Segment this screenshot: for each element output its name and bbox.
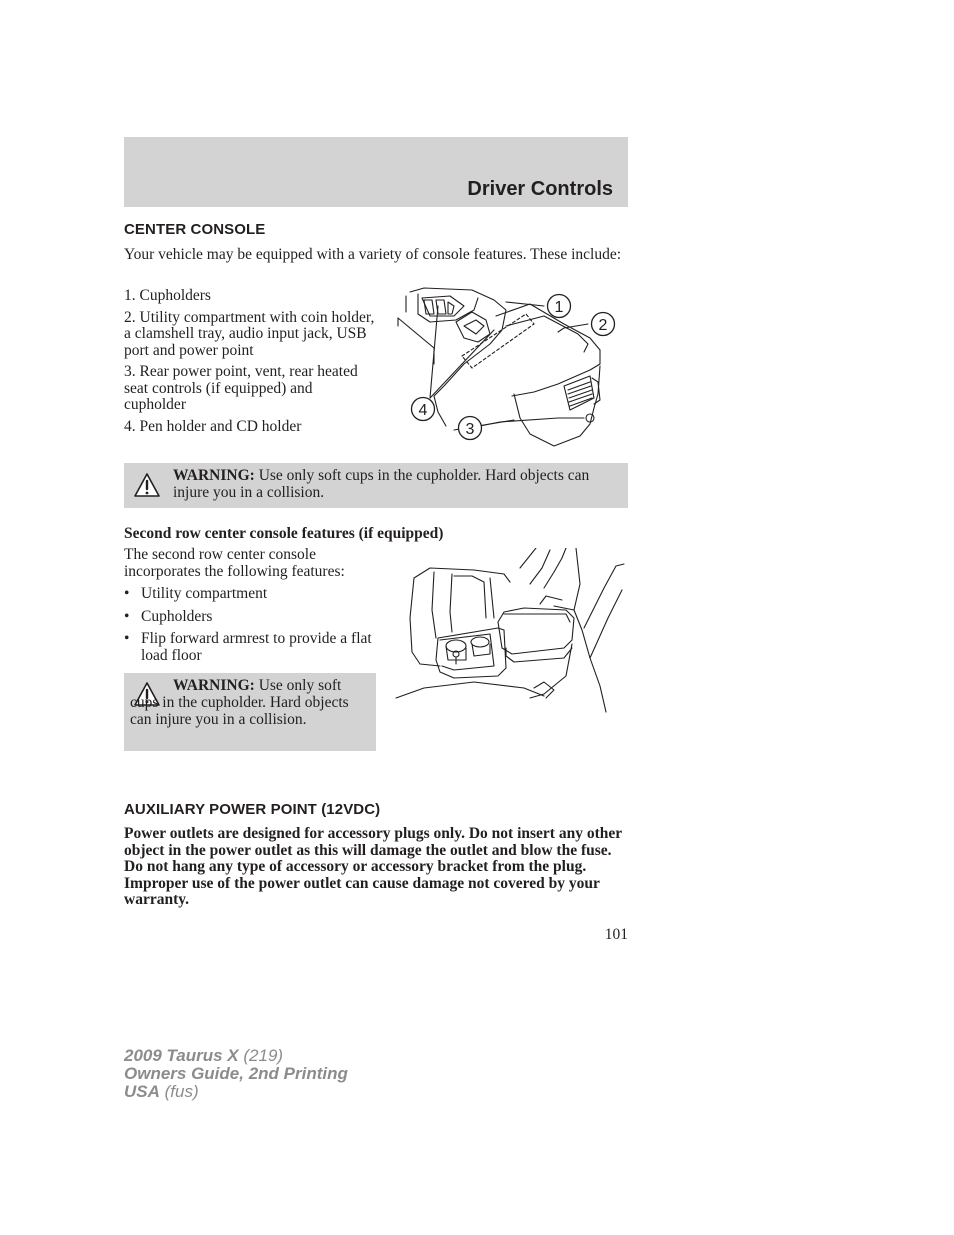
second-row-intro: The second row center console incorporates the following features:: [124, 546, 345, 580]
footer-market: USA: [124, 1082, 160, 1101]
warning-box-second-row: [124, 673, 376, 751]
bullet: •: [124, 607, 130, 625]
warning-label: WARNING:: [173, 467, 255, 484]
page-number: 101: [604, 926, 628, 943]
footer-line-model: [124, 1047, 348, 1065]
list-item: 2. Utility compartment with coin holder, a clamshell tray, audio input jack, USB port and power point: [124, 308, 375, 359]
bullet: •: [124, 630, 130, 647]
center-console-intro: Your vehicle may be equipped with a variety of console features. These include:: [124, 246, 621, 263]
bullet-text: Utility compartment: [141, 585, 268, 602]
list-item: 3. Rear power point, vent, rear heated seat controls (if equipped) and cupholder: [124, 363, 358, 413]
warning-message: Use only soft cups in the cupholder. Hard objects can injure you in a collision.: [130, 677, 349, 728]
center-console-illustration: [394, 286, 628, 448]
aux-power-heading: AUXILIARY POWER POINT (12VDC): [124, 801, 381, 818]
callout-4: 4: [418, 402, 428, 419]
second-row-heading: Second row center console features (if equipped): [124, 525, 444, 542]
warning-triangle-icon: [133, 472, 161, 498]
callout-3: 3: [465, 421, 475, 438]
list-item: [124, 586, 376, 603]
footer-edition-info: [124, 1047, 348, 1101]
warning-label: WARNING:: [173, 677, 255, 694]
second-row-console-illustration: [394, 548, 628, 714]
warning-text: [173, 467, 613, 501]
warning-box-cupholder: [124, 463, 628, 508]
center-console-heading: CENTER CONSOLE: [124, 221, 266, 238]
bullet-text: Flip forward armrest to provide a flat load floor: [141, 630, 372, 664]
list-item: 1. Cupholders: [124, 287, 211, 304]
list-item: [124, 631, 376, 664]
warning-message: Use only soft cups in the cupholder. Hard objects can injure you in a collision.: [173, 467, 590, 501]
footer-model: 2009 Taurus X: [124, 1046, 239, 1065]
center-console-list: [124, 288, 376, 435]
bullet: •: [124, 585, 130, 602]
bullet-text: Cupholders: [141, 607, 213, 625]
footer-market-code: (fus): [164, 1082, 199, 1101]
list-item: 4. Pen holder and CD holder: [124, 417, 302, 435]
aux-power-notice: Power outlets are designed for accessory plugs only. Do not insert any other object in the power outlet as this will damage the outlet and blow the fuse. Do not hang any type of accessory or accessory bracket from the plug. Improper use of the power outlet can cause damage not covered by your warranty.: [124, 825, 622, 908]
footer-line-market: [124, 1083, 348, 1101]
header-band: [124, 137, 628, 207]
footer-line-guide: [124, 1065, 348, 1083]
callout-2: 2: [598, 317, 608, 334]
footer-guide: Owners Guide, 2nd Printing: [124, 1064, 348, 1083]
warning-text: [130, 677, 370, 728]
footer-model-code: (219): [243, 1046, 284, 1065]
list-item: [124, 609, 376, 626]
second-row-bullets: [124, 586, 376, 664]
page-section-title: Driver Controls: [467, 178, 613, 200]
callout-1: 1: [554, 299, 564, 316]
